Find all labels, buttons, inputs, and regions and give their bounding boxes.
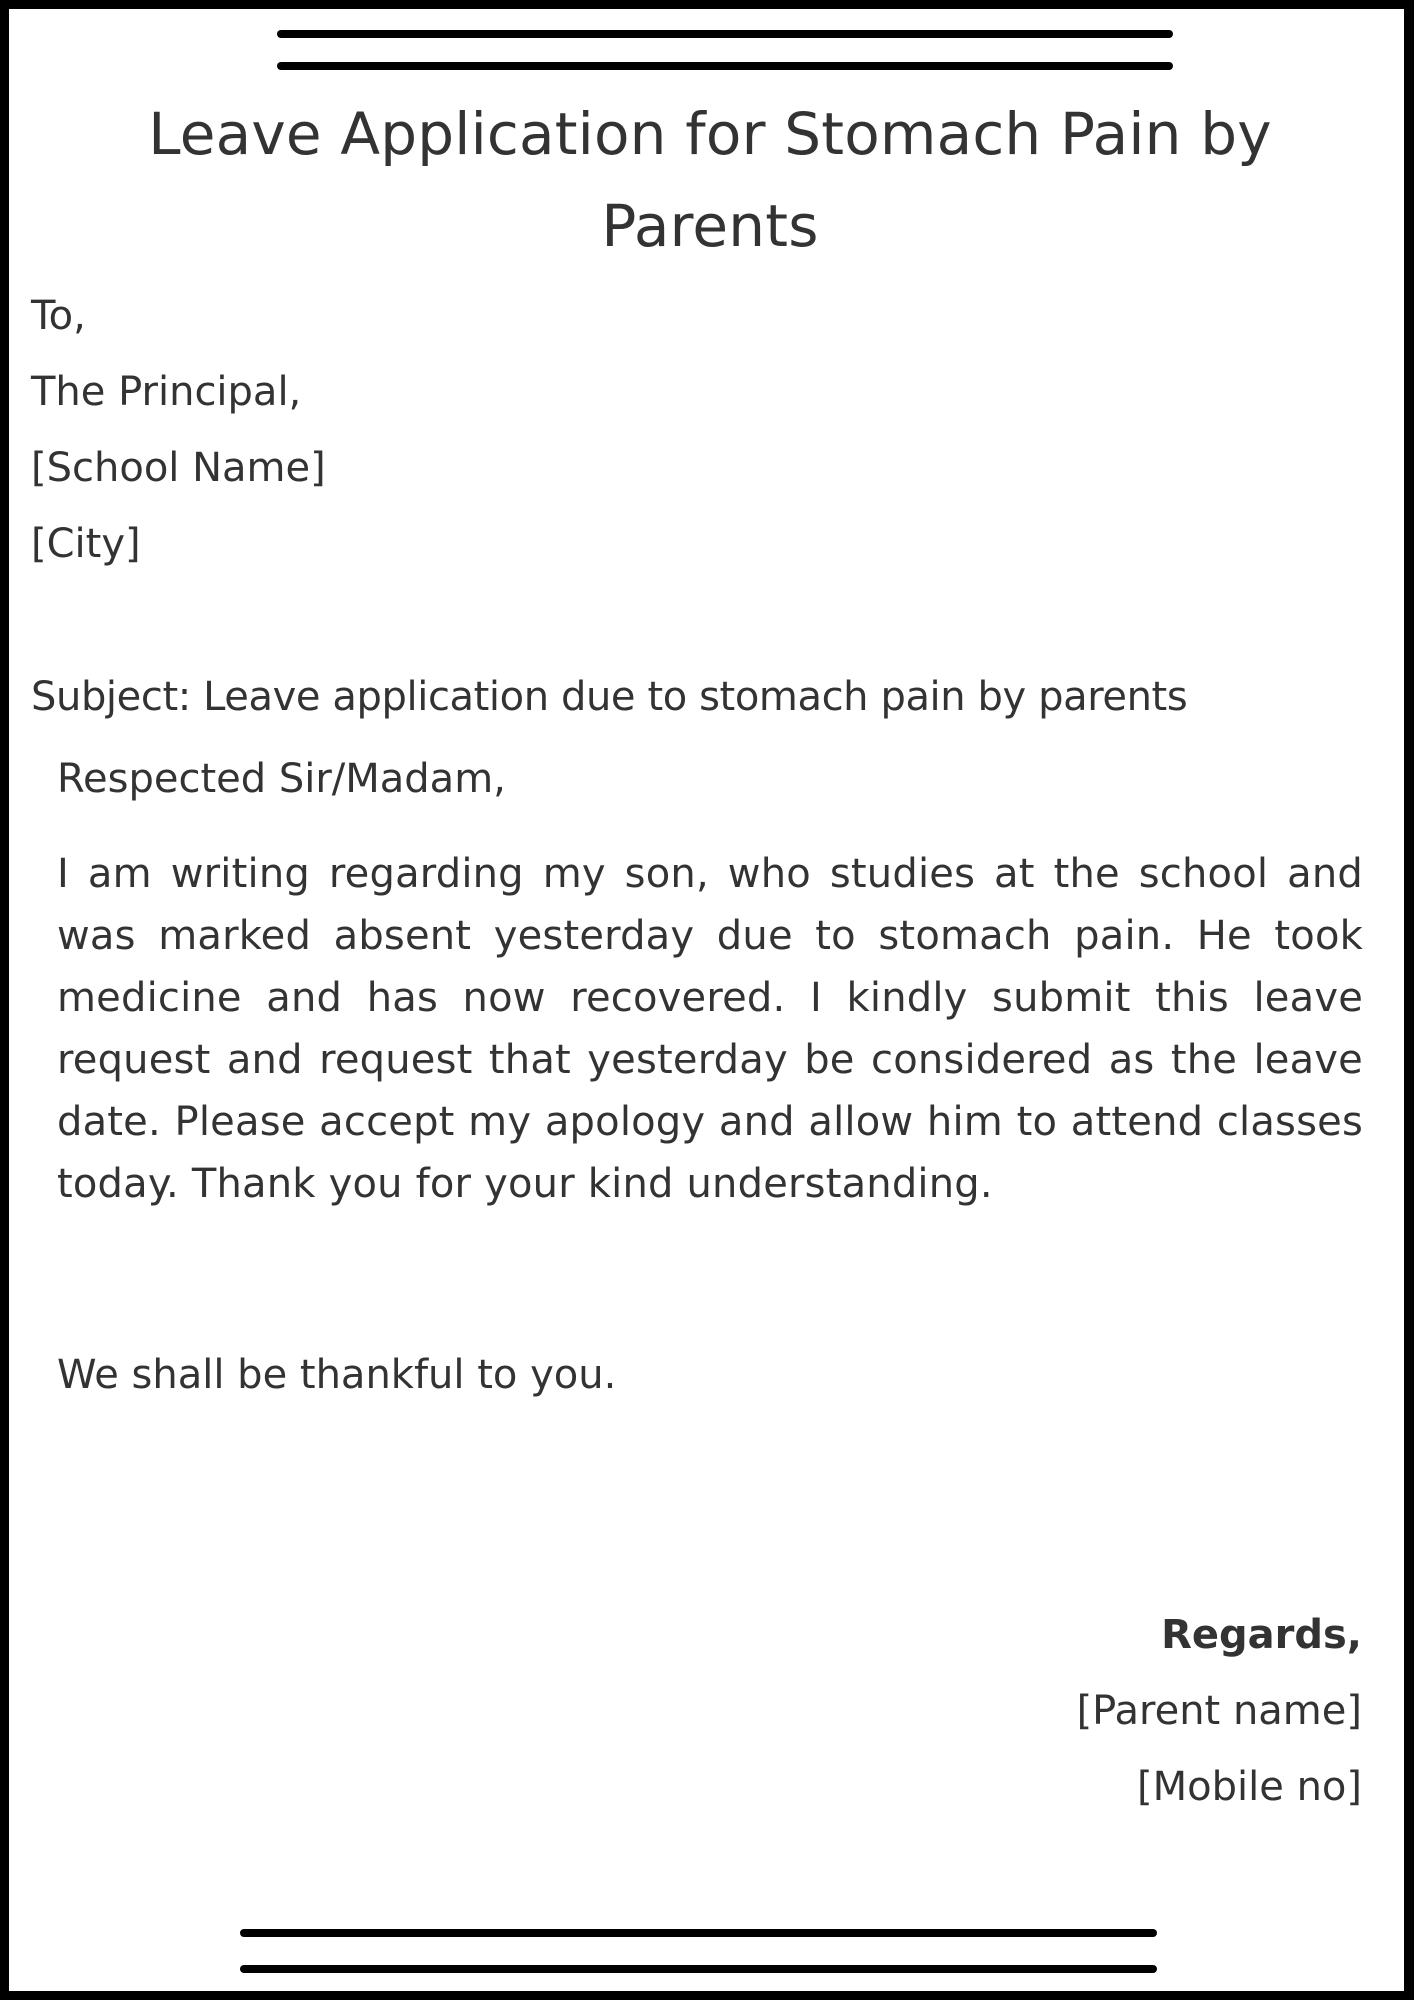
top-decorative-rule-2 — [277, 62, 1173, 70]
closing-block — [1077, 1597, 1362, 1825]
thanks-line: We shall be thankful to you. — [57, 1352, 617, 1398]
parent-name: [Parent name] — [1076, 1688, 1362, 1734]
subject-line: Subject: Leave application due to stomach pain by parents — [31, 674, 1188, 720]
document-title: Leave Application for Stomach Pain by Parents — [148, 100, 1272, 260]
recipient-to: To, — [31, 293, 86, 339]
recipient-city: [City] — [31, 521, 141, 567]
top-decorative-rule-1 — [277, 30, 1173, 38]
bottom-decorative-rule-2 — [240, 1965, 1157, 1973]
closing-regards: Regards, — [1161, 1612, 1362, 1658]
mobile-number: [Mobile no] — [1137, 1764, 1362, 1810]
salutation: Respected Sir/Madam, — [57, 756, 506, 802]
bottom-decorative-rule-1 — [240, 1929, 1157, 1937]
body-paragraph: I am writing regarding my son, who studies at the school and was marked absent yesterday due to stomach pain. He took medicine and has now recovered. I kindly submit this leave request and request that yesterday be considered as the leave date. Please accept my apology and allow him to attend classes today. Thank you for your kind understanding. — [57, 851, 1363, 1207]
recipient-school: [School Name] — [31, 445, 326, 491]
recipient-title: The Principal, — [31, 369, 302, 415]
recipient-block — [31, 278, 326, 582]
